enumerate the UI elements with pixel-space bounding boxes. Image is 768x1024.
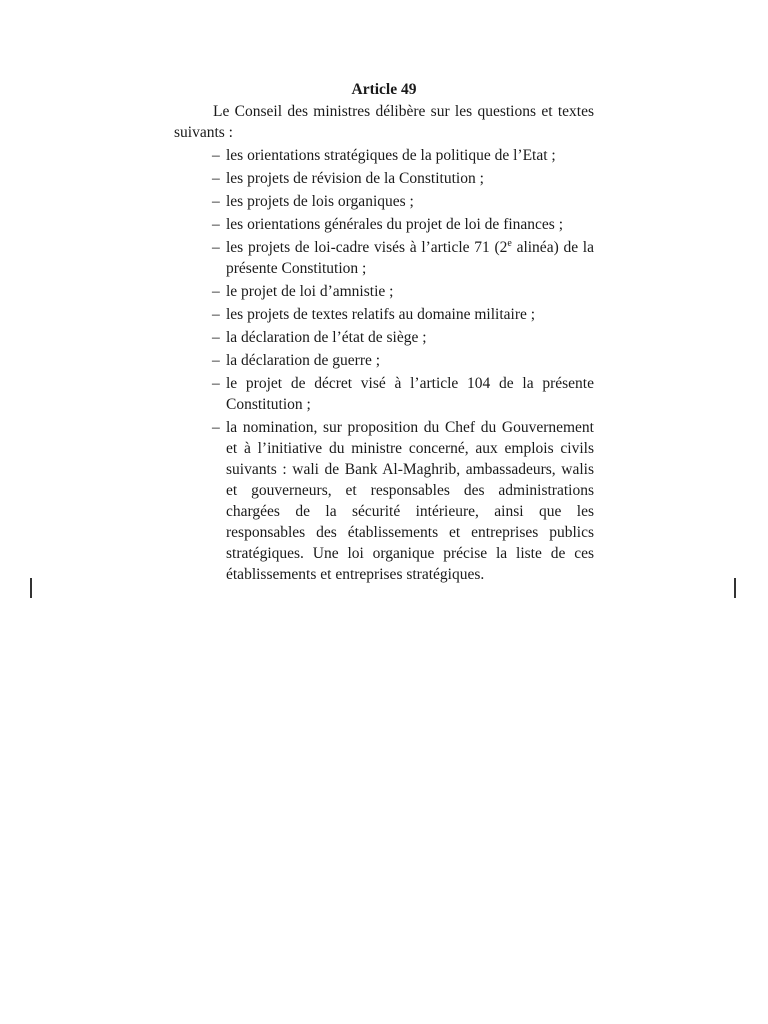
- list-item: [212, 373, 594, 415]
- list-item: [212, 191, 594, 212]
- list-item-text: [226, 237, 594, 279]
- dash-marker: –: [212, 283, 220, 300]
- list-item: [212, 350, 594, 371]
- list-item-text: les projets de révision de la Constitution ;: [226, 170, 484, 187]
- list-item-text: le projet de décret visé à l’article 104 de la présente Constitution ;: [226, 375, 594, 413]
- list-item-text: les orientations générales du projet de loi de finances ;: [226, 216, 564, 233]
- list-item: [212, 145, 594, 166]
- list-item-text: la nomination, sur proposition du Chef du Gouvernement et à l’initiative du ministre concerné, aux emplois civils suivants : wali de Bank Al-Maghrib, ambassadeurs, walis et gouverneurs, et responsables des administrations chargées de la sécurité intérieure, ainsi que les responsables des établissements et entreprises publics stratégiques. Une loi organique précise la liste de ces établissements et entreprises stratégiques.: [226, 419, 594, 583]
- list-item: [212, 304, 594, 325]
- dash-marker: –: [212, 239, 220, 256]
- list-item-text: la déclaration de guerre ;: [226, 352, 381, 369]
- list-item: [212, 327, 594, 348]
- list-item-text-before: les projets de loi-cadre visés à l’article 71 (2: [226, 239, 508, 256]
- article-item-list: [212, 145, 594, 587]
- list-item-text: les orientations stratégiques de la politique de l’Etat ;: [226, 147, 556, 164]
- dash-marker: –: [212, 375, 220, 392]
- list-item: [212, 214, 594, 235]
- list-item: [212, 417, 594, 585]
- list-item: [212, 237, 594, 279]
- list-item-text: les projets de textes relatifs au domaine militaire ;: [226, 306, 536, 323]
- article-title: Article 49: [351, 81, 417, 98]
- right-edge-mark: [734, 578, 736, 598]
- list-item: [212, 168, 594, 189]
- dash-marker: –: [212, 419, 220, 436]
- dash-marker: –: [212, 170, 220, 187]
- list-item-text-after: alinéa) de la présente Constitution ;: [226, 239, 594, 277]
- list-item-text: la déclaration de l’état de siège ;: [226, 329, 427, 346]
- list-item-text: le projet de loi d’amnistie ;: [226, 283, 394, 300]
- article-intro: Le Conseil des ministres délibère sur les questions et textes suivants :: [174, 103, 594, 141]
- dash-marker: –: [212, 329, 220, 346]
- left-edge-mark: [30, 578, 32, 598]
- dash-marker: –: [212, 352, 220, 369]
- dash-marker: –: [212, 147, 220, 164]
- superscript: e: [507, 237, 512, 249]
- dash-marker: –: [212, 306, 220, 323]
- list-item-text: les projets de lois organiques ;: [226, 193, 414, 210]
- dash-marker: –: [212, 216, 220, 233]
- dash-marker: –: [212, 193, 220, 210]
- list-item: [212, 281, 594, 302]
